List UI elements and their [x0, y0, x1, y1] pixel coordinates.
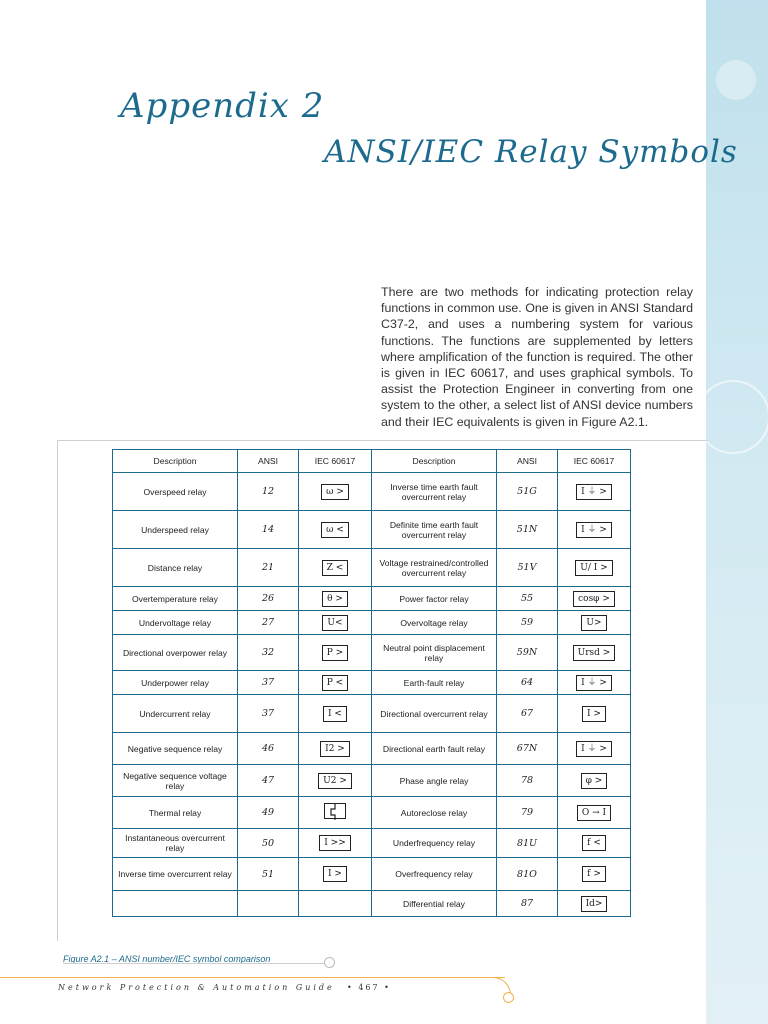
iec-symbol: f <	[582, 835, 606, 851]
ansi-number	[238, 891, 299, 917]
iec-symbol-cell	[558, 733, 631, 765]
table-row	[113, 511, 631, 549]
iec-symbol-cell	[299, 829, 372, 858]
caption-rule	[63, 963, 325, 964]
iec-symbol-cell	[558, 695, 631, 733]
iec-symbol: I ⏚ >	[576, 522, 612, 538]
ansi-number: 51V	[497, 549, 558, 587]
relay-description: Overvoltage relay	[372, 611, 497, 635]
column-header: Description	[113, 450, 238, 473]
ansi-number: 51N	[497, 511, 558, 549]
ansi-number: 27	[238, 611, 299, 635]
ansi-number: 21	[238, 549, 299, 587]
table-row	[113, 587, 631, 611]
iec-symbol-cell	[299, 891, 372, 917]
relay-description: Underpower relay	[113, 671, 238, 695]
relay-description: Autoreclose relay	[372, 797, 497, 829]
relay-description: Underfrequency relay	[372, 829, 497, 858]
appendix-heading: Appendix 2	[120, 86, 325, 126]
iec-symbol: ω <	[321, 522, 349, 538]
relay-symbol-table	[112, 449, 631, 917]
iec-symbol-cell	[299, 671, 372, 695]
table-row	[113, 549, 631, 587]
relay-description: Undervoltage relay	[113, 611, 238, 635]
relay-description: Differential relay	[372, 891, 497, 917]
relay-description: Inverse time earth fault overcurrent relay	[372, 473, 497, 511]
column-header: Description	[372, 450, 497, 473]
relay-description: Directional earth fault relay	[372, 733, 497, 765]
iec-symbol: U<	[322, 615, 347, 631]
relay-description: Voltage restrained/controlled overcurrent relay	[372, 549, 497, 587]
relay-description: Undercurrent relay	[113, 695, 238, 733]
iec-symbol: Ursd >	[573, 645, 616, 661]
relay-description: Negative sequence voltage relay	[113, 765, 238, 797]
iec-symbol: O → I	[577, 805, 611, 821]
iec-symbol: I ⏚ >	[576, 741, 612, 757]
iec-symbol: I >>	[319, 835, 351, 851]
iec-symbol-cell	[299, 695, 372, 733]
iec-symbol-cell	[299, 587, 372, 611]
ansi-number: 37	[238, 695, 299, 733]
relay-description: Power factor relay	[372, 587, 497, 611]
iec-symbol-cell	[299, 797, 372, 829]
iec-symbol-cell	[558, 587, 631, 611]
ansi-number: 59N	[497, 635, 558, 671]
column-header: ANSI	[238, 450, 299, 473]
ansi-number: 26	[238, 587, 299, 611]
iec-symbol-cell	[558, 611, 631, 635]
iec-symbol-cell	[558, 891, 631, 917]
iec-symbol: f >	[582, 866, 606, 882]
iec-symbol: cosφ >	[573, 591, 615, 607]
ansi-number: 59	[497, 611, 558, 635]
ansi-number: 81O	[497, 858, 558, 891]
ansi-number: 81U	[497, 829, 558, 858]
page-number: • 467 •	[347, 983, 391, 992]
relay-description: Overtemperature relay	[113, 587, 238, 611]
iec-symbol-cell	[558, 797, 631, 829]
ansi-number: 51	[238, 858, 299, 891]
table-row	[113, 765, 631, 797]
ansi-number: 67N	[497, 733, 558, 765]
relay-description: Directional overcurrent relay	[372, 695, 497, 733]
iec-symbol: φ >	[581, 773, 608, 789]
ansi-number: 78	[497, 765, 558, 797]
ansi-number: 47	[238, 765, 299, 797]
iec-symbol-cell	[558, 671, 631, 695]
iec-symbol-cell	[299, 635, 372, 671]
iec-symbol: I ⏚ >	[576, 675, 612, 691]
iec-symbol-cell	[299, 611, 372, 635]
relay-description: Inverse time overcurrent relay	[113, 858, 238, 891]
ansi-number: 64	[497, 671, 558, 695]
ansi-number: 46	[238, 733, 299, 765]
iec-symbol: I <	[323, 706, 347, 722]
footer-guide-title: Network Protection & Automation Guide	[58, 983, 335, 992]
ansi-number: 79	[497, 797, 558, 829]
relay-description: Phase angle relay	[372, 765, 497, 797]
ansi-number: 37	[238, 671, 299, 695]
ansi-number: 67	[497, 695, 558, 733]
iec-symbol-cell	[558, 765, 631, 797]
relay-description	[113, 891, 238, 917]
iec-symbol-cell	[558, 511, 631, 549]
iec-symbol: U2 >	[318, 773, 352, 789]
iec-symbol-cell	[299, 473, 372, 511]
intro-paragraph: There are two methods for indicating protection relay functions in common use. One is given in ANSI Standard C37-2, and uses a numbering system for various functions. The functions are supplemented by letters where amplification of the function is required. The other is given in IEC 60617, and uses graphical symbols. To assist the Protection Engineer in converting from one system to the other, a select list of ANSI device numbers and their IEC equivalents is given in Figure A2.1.	[381, 285, 693, 429]
iec-symbol-cell	[299, 511, 372, 549]
iec-symbol-cell	[558, 858, 631, 891]
iec-symbol-cell	[558, 829, 631, 858]
iec-symbol: U>	[581, 615, 606, 631]
column-header: IEC 60617	[299, 450, 372, 473]
table-row	[113, 858, 631, 891]
ansi-number: 50	[238, 829, 299, 858]
footer-rule-dot	[503, 992, 514, 1003]
relay-description: Distance relay	[113, 549, 238, 587]
iec-symbol-cell	[299, 733, 372, 765]
iec-symbol: P >	[322, 645, 348, 661]
ansi-number: 12	[238, 473, 299, 511]
table-row	[113, 797, 631, 829]
column-header: IEC 60617	[558, 450, 631, 473]
relay-description: Negative sequence relay	[113, 733, 238, 765]
relay-description: Directional overpower relay	[113, 635, 238, 671]
iec-symbol-cell	[299, 549, 372, 587]
relay-description: Thermal relay	[113, 797, 238, 829]
column-header: ANSI	[497, 450, 558, 473]
iec-symbol: I >	[582, 706, 606, 722]
footer-rule-curve	[420, 977, 511, 998]
iec-symbol-cell	[558, 549, 631, 587]
iec-symbol-cell	[299, 858, 372, 891]
iec-symbol: Id>	[581, 896, 608, 912]
iec-symbol: ω >	[321, 484, 349, 500]
iec-symbol: Z <	[322, 560, 349, 576]
thermal-element-icon	[324, 803, 346, 819]
figure-caption: Figure A2.1 – ANSI number/IEC symbol comparison	[63, 954, 271, 964]
relay-description: Earth-fault relay	[372, 671, 497, 695]
table-row	[113, 695, 631, 733]
iec-symbol: θ >	[322, 591, 348, 607]
ansi-number: 51G	[497, 473, 558, 511]
relay-description: Definite time earth fault overcurrent relay	[372, 511, 497, 549]
iec-symbol-cell	[299, 765, 372, 797]
iec-symbol: I2 >	[320, 741, 350, 757]
iec-symbol: I >	[323, 866, 347, 882]
iec-symbol: U/ I >	[575, 560, 612, 576]
caption-rule-dot	[324, 957, 335, 968]
table-row	[113, 635, 631, 671]
decorative-circle	[716, 60, 756, 100]
relay-description: Overfrequency relay	[372, 858, 497, 891]
table-row	[113, 891, 631, 917]
iec-symbol-cell	[558, 635, 631, 671]
relay-description: Underspeed relay	[113, 511, 238, 549]
ansi-number: 32	[238, 635, 299, 671]
relay-description: Overspeed relay	[113, 473, 238, 511]
relay-description: Instantaneous overcurrent relay	[113, 829, 238, 858]
ansi-number: 49	[238, 797, 299, 829]
iec-symbol: I ⏚ >	[576, 484, 612, 500]
page-title: ANSI/IEC Relay Symbols	[324, 134, 738, 170]
table-header-row	[113, 450, 631, 473]
table-row	[113, 473, 631, 511]
ansi-number: 14	[238, 511, 299, 549]
table-row	[113, 671, 631, 695]
table-row	[113, 611, 631, 635]
ansi-number: 55	[497, 587, 558, 611]
iec-symbol-cell	[558, 473, 631, 511]
ansi-number: 87	[497, 891, 558, 917]
relay-description: Neutral point displacement relay	[372, 635, 497, 671]
table-row	[113, 733, 631, 765]
iec-symbol: P <	[322, 675, 348, 691]
table-row	[113, 829, 631, 858]
